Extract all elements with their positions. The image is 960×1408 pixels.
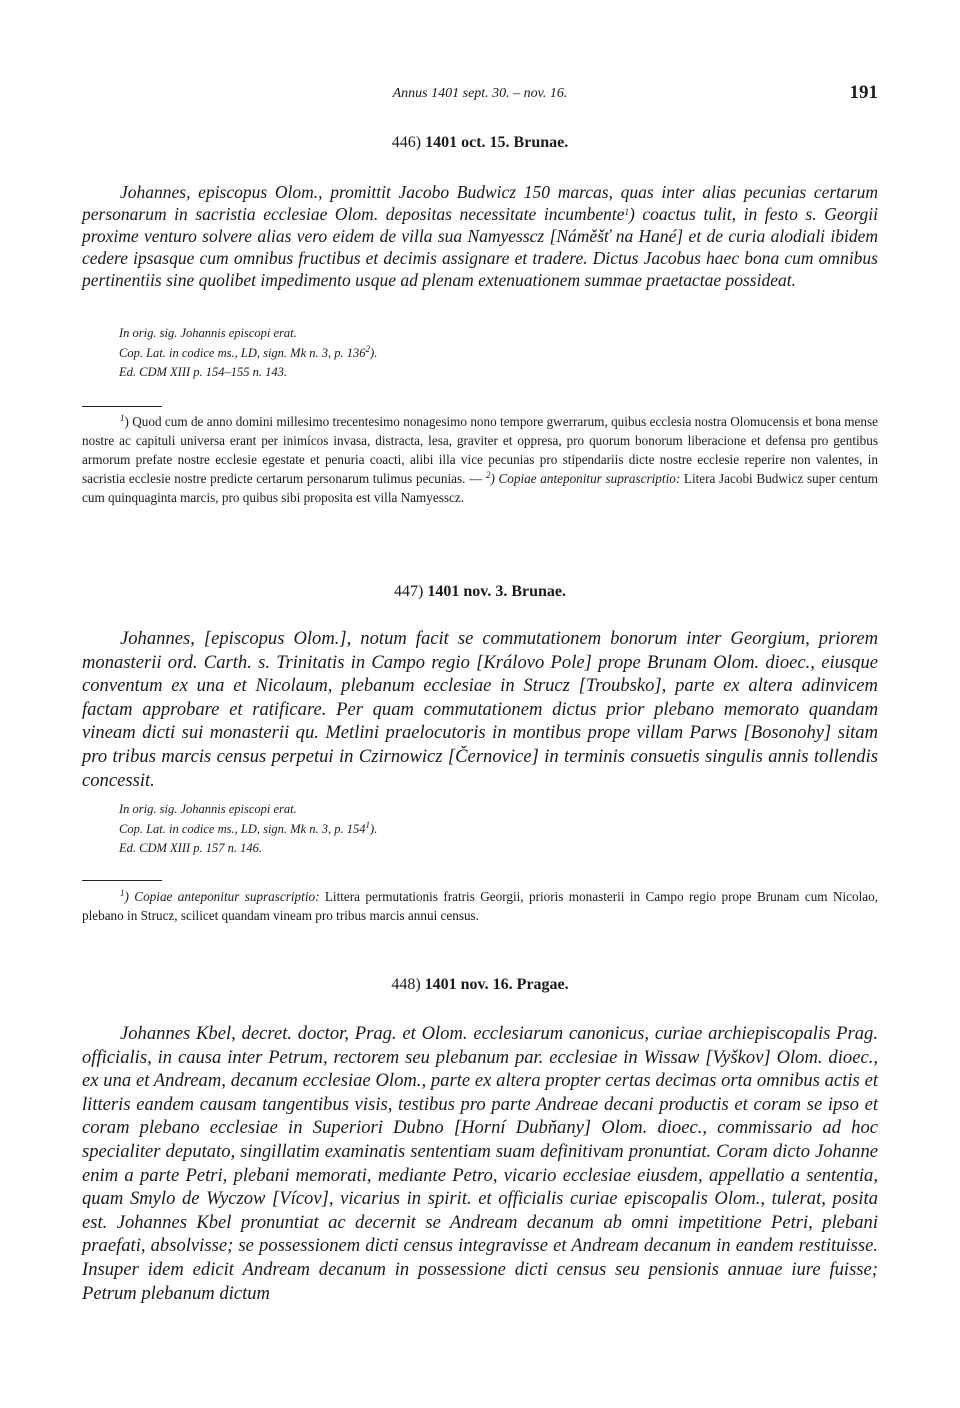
footnote-447: $^1$) Copiae anteponitur suprascriptio: Littera permutationis fratris Georgii, prioris monasterii in Campo regio prope Brunam cum Nicolao, plebano in Strucz, scilicet quandam vineam pro tribus marcis annui census. [82,888,878,923]
abstract-text: Johannes Kbel, decret. doctor, Prag. et Olom. ecclesiarum canonicus, curiae archiepiscopalis Prag. officialis, in causa inter Petrum, rectorem seu plebanum par. ecclesiae in Wissaw [Vyškov] Olom. dioec., ex una et Andream, decanum ecclesiae Olom., parte ex altera propter certas decimas orta omnibus actis et litteris eandem causam tangentibus visis, testibus pro parte Andreae decani productis et coram se ipso et coram plebano ecclesiae in Superiori Dubno [Horní Dubňany] Olom. dioec., commissario ad hoc specialiter deputato, singillatim examinatis sententiam suam definitivam pronuntiat. Coram dicto Johanne enim a parte Petri, plebani memorati, mediante Petro, vicario ecclesiae eiusdem, appellatio a sententia, quam Smylo de Wyczow [Vícov], vicarius in spirit. et officialis curiae episcopalis Olom., tulerat, posita est. Johannes Kbel pronuntiat ac decernit se Andream decanum ab omni impetitione Petri, plebani praefati, absolvisse; se possessionem dicti census integravisse et Andream decanum in eandem restituisse. Insuper idem edicit Andream decanum in possessione dicti census seu pensionis annuae iure fuisse; Petrum plebanum dictum [82,1023,878,1304]
page-header [82,84,878,108]
entry-date-place: 1401 nov. 3. Brunae. [427,583,566,600]
abstract-text-cont: ) coactus tulit, in festo s. Georgii proxime venturo solvere alias vero eidem de villa sua Namyesscz [Náměšť na Hané] et de curia alodiali ibidem cedere ipsasque cum omnibus fructibus et decimis assignare et tradere. Dictus Jacobus haec bona cum omnibus pertinentiis sine quolibet impedimento usque ad plenam extenuationem summae praetactae possideat. [82,204,878,290]
running-title: Annus 1401 sept. 30. – nov. 16. [392,86,568,101]
entry-date-place: 1401 oct. 15. Brunae. [425,134,569,151]
entry-number: 448) [391,976,421,993]
source-original: In orig. sig. Johannis episcopi erat. [119,326,297,340]
abstract-text: Johannes, episcopus Olom., promittit Jacobo Budwicz 150 marcas, quas inter alias pecunias certarum personarum in sacristia ecclesiae Olom. depositas necessitate incumbente [82,182,878,224]
entry-sources-447 [119,800,377,859]
footnote-divider [82,406,162,407]
entry-sources-446 [119,324,377,383]
source-edition: Ed. CDM XIII p. 154–155 n. 143. [119,365,288,379]
source-copy: Cop. Lat. in codice ms., LD, sign. Mk n. 3, p. $154^1$). [119,819,378,836]
entry-abstract-448 [82,1022,878,1305]
page-number: 191 [849,82,878,103]
entry-heading-448 [82,976,878,994]
source-copy: Cop. Lat. in codice ms., LD, sign. Mk n. 3, p. $136^2$). [119,343,378,360]
footnote-mark: 1 [624,207,629,217]
footnote-divider [82,880,162,881]
source-original: In orig. sig. Johannis episcopi erat. [119,802,297,816]
footnote-446: $^1$) Quod cum de anno domini millesimo trecentesimo nonagesimo nono tempore gwerrarum, quibus ecclesia nostra Olomucensis et bona mense nostre ac capituli universa erant per inimícos invasa, distracta, lesa, graviter et oppresa, pro quorum bonorum liberacione et defensa pro gentibus armorum prefate nostre ecclesie egestate et penuria coacti, alibi illa vice pecunias pro stipendariis dicte nostre ecclesie reperire non valentes, in sacristia ecclesie nostre predicte certarum personarum tulimus pecunias. — $^2$) Copiae anteponitur suprascriptio: Litera Jacobi Budwicz super centum cum quinquaginta marcis, pro quibus sibi proposita est villa Namyesscz. [82,413,878,505]
source-edition: Ed. CDM XIII p. 157 n. 146. [119,841,263,855]
entry-number: 446) [391,134,422,151]
entry-heading-447 [82,583,878,601]
entry-abstract-447 [82,627,878,792]
entry-abstract-446 [82,181,878,291]
entry-heading-446 [82,134,878,152]
entry-number: 447) [393,583,424,600]
abstract-text: Johannes, [episcopus Olom.], notum facit se commutationem bonorum inter Georgium, priorem monasterii ord. Carth. s. Trinitatis in Campo regio [Královo Pole] prope Brunam Olom. dioec., eiusque conventum ex una et Nicolaum, plebanum ecclesiae in Strucz [Troubsko], parte ex altera adinvicem factam approbare et ratificare. Per quam commutationem dictus prior plebano memorato quandam vineam dicti sui monasterii qu. Metlini praelocutoris in montibus prope villam Parws [Bosonohy] sitam pro tribus marcis census perpetui in Czirnowicz [Černovice] in terminis consuetis singulis annis tollendis concessit. [82,628,878,791]
entry-date-place: 1401 nov. 16. Pragae. [424,976,569,993]
